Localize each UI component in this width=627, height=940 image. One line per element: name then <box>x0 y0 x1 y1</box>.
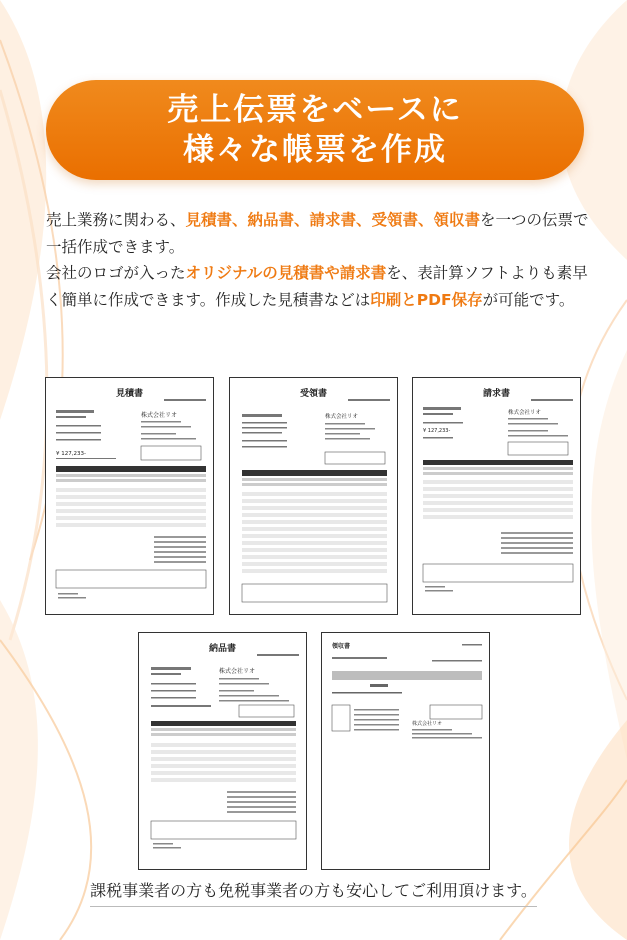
receipt-ack-title: 受領書 <box>299 389 327 399</box>
footer-underline <box>90 906 537 907</box>
invoice-document <box>412 377 581 615</box>
delivery-document <box>138 632 307 870</box>
headline-line-2: 様々な帳票を作成 <box>183 132 447 168</box>
description-paragraph-1-run-2: を一つの伝票で一括作成できます。 <box>46 211 589 256</box>
description-paragraph-1-run-0: 売上業務に関わる、 <box>46 211 186 229</box>
delivery-title: 納品書 <box>208 644 236 654</box>
receipt-ack-company: 株式会社リオ <box>325 414 358 420</box>
receipt-title: 領収書 <box>332 643 351 650</box>
delivery-layout <box>139 633 307 870</box>
receipt-document <box>321 632 490 870</box>
estimate-title: 見積書 <box>115 389 143 399</box>
invoice-layout <box>413 378 581 615</box>
estimate-layout <box>46 378 214 615</box>
estimate-amount: ¥ 127,233- <box>56 451 86 457</box>
headline-banner <box>46 80 584 180</box>
description <box>46 207 591 313</box>
invoice-company: 株式会社リオ <box>508 410 541 416</box>
description-paragraph-2-run-0: 会社のロゴが入った <box>46 264 186 282</box>
description-paragraph-2-run-4: が可能です。 <box>482 290 575 309</box>
receipt-ack-layout <box>230 378 398 615</box>
description-paragraph-2-run-1: オリジナルの見積書や請求書 <box>185 264 387 282</box>
estimate-company: 株式会社リオ <box>141 412 177 419</box>
description-paragraph-1 <box>46 207 591 260</box>
footer-text: 課税事業者の方も免税事業者の方も安心してご利用頂けます。 <box>90 881 537 900</box>
description-paragraph-2-run-2: を、表計算ソフトよりも素早く簡単に作成できます。作成した見積書などは <box>46 264 588 309</box>
description-paragraph-1-run-1: 見積書、納品書、請求書、受領書、領収書 <box>185 211 481 229</box>
receipt-ack-document <box>229 377 398 615</box>
receipt-company: 株式会社リオ <box>412 721 442 727</box>
receipt-layout <box>322 633 490 870</box>
invoice-amount: ¥ 127,233- <box>423 428 451 434</box>
estimate-document <box>45 377 214 615</box>
description-paragraph-2 <box>46 260 591 313</box>
delivery-company: 株式会社リオ <box>219 668 255 675</box>
headline-line-1: 売上伝票をベースに <box>167 92 463 128</box>
description-paragraph-2-run-3: 印刷とPDF保存 <box>370 290 483 309</box>
invoice-title: 請求書 <box>482 389 510 399</box>
